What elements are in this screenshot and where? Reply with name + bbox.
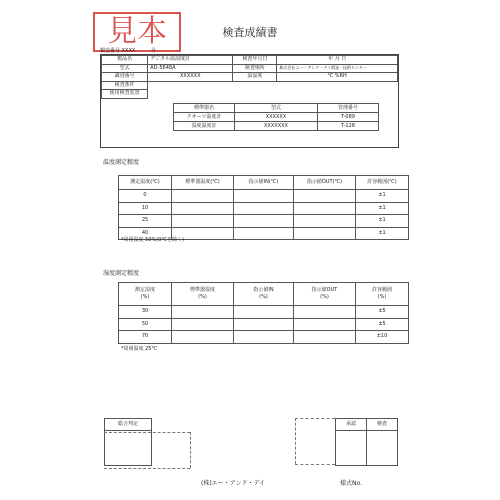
document-title: 検査成績書 <box>222 26 278 39</box>
table-header: 標準器名 <box>174 104 235 113</box>
info-label: 製品名 <box>102 56 148 65</box>
table-cell <box>294 318 356 331</box>
table-header: 標準器湿度 (%) <box>172 283 234 306</box>
table-cell: T-128 <box>318 122 379 131</box>
info-row <box>102 81 398 90</box>
table-cell: 50 <box>119 318 172 331</box>
dashed-line <box>190 432 191 468</box>
info-value: AD-5648A <box>148 64 233 73</box>
table-cell: 70 <box>119 331 172 344</box>
table-cell: 40 <box>119 227 172 240</box>
info-value <box>148 81 398 90</box>
table-cell <box>234 331 294 344</box>
serial-value: XXXX <box>121 48 136 54</box>
table-header: 許容範囲 (%) <box>356 283 409 306</box>
info-label: 検査条件 <box>102 81 148 90</box>
humidity-note: *周囲温度 25℃ <box>121 346 158 352</box>
temperature-section-title: 温度測定精度 <box>103 159 140 166</box>
info-label: 使用検査装置 <box>102 90 148 99</box>
table-cell: ±1 <box>356 215 409 228</box>
table-row <box>119 306 409 319</box>
table-header: 指示値IN (%) <box>234 283 294 306</box>
table-cell <box>172 190 234 203</box>
dashed-line <box>295 418 335 419</box>
table-cell <box>234 227 294 240</box>
table-cell: ±5 <box>356 306 409 319</box>
table-cell <box>294 215 356 228</box>
info-label2: 検査年月日 <box>233 56 277 65</box>
info-row <box>102 73 398 82</box>
approve-label: 承認 <box>336 419 367 431</box>
table-cell <box>234 318 294 331</box>
table-cell: 10 <box>119 202 172 215</box>
dashed-line <box>104 468 190 469</box>
table-cell <box>234 215 294 228</box>
serial-suffix: 号 <box>150 48 156 54</box>
info-label: 型式 <box>102 64 148 73</box>
approval-box <box>335 418 398 466</box>
humidity-table <box>118 282 409 344</box>
dashed-line <box>295 418 296 464</box>
inspect-field <box>367 431 398 466</box>
table-header-row <box>119 176 409 190</box>
info-value2: 株式会社エー・アンド・デイ開発・技術センター <box>277 64 398 73</box>
table-cell: ±10 <box>356 331 409 344</box>
reference-table <box>173 103 379 131</box>
table-row <box>119 318 409 331</box>
table-row <box>119 190 409 203</box>
info-row <box>102 56 398 65</box>
table-cell <box>172 306 234 319</box>
table-row <box>119 202 409 215</box>
table-cell <box>294 306 356 319</box>
table-cell <box>234 190 294 203</box>
temperature-table <box>118 175 409 240</box>
table-header: 指示値OUT(℃) <box>294 176 356 190</box>
info-block <box>100 54 399 148</box>
table-cell <box>172 331 234 344</box>
info-row <box>102 64 398 73</box>
info-label: 識別番号 <box>102 73 148 82</box>
table-header-row <box>174 104 379 113</box>
company-name: (株)エー・アンド・デイ <box>201 480 266 487</box>
table-header-row <box>119 283 409 306</box>
sample-stamp: 見本 <box>93 12 181 52</box>
table-row <box>119 331 409 344</box>
table-header: 型式 <box>235 104 318 113</box>
serial-label: 製造番号 <box>100 48 121 54</box>
table-cell <box>294 227 356 240</box>
table-cell: ±1 <box>356 227 409 240</box>
table-cell: ±5 <box>356 318 409 331</box>
table-cell <box>234 306 294 319</box>
info-value2: 年 月 日 <box>277 56 398 65</box>
judgement-field-row <box>105 431 152 466</box>
table-row <box>174 122 379 131</box>
info-label2: 検査場所 <box>233 64 277 73</box>
approval-field-row <box>336 431 398 466</box>
info-value2: ℃ %RH <box>277 73 398 82</box>
table-cell: 30 <box>119 306 172 319</box>
table-cell <box>294 331 356 344</box>
table-cell <box>172 215 234 228</box>
info-row <box>102 90 398 99</box>
table-cell <box>294 202 356 215</box>
judgement-header-row <box>105 419 152 431</box>
table-header: 測定湿度 (%) <box>119 283 172 306</box>
table-cell: T-089 <box>318 113 379 122</box>
humidity-section-title: 湿度測定精度 <box>103 270 140 277</box>
table-row <box>174 113 379 122</box>
table-header: 指示値OUT (%) <box>294 283 356 306</box>
temperature-note: *周囲湿度 50%(0℃を除く) <box>121 237 184 243</box>
table-cell: ±1 <box>356 190 409 203</box>
table-cell: ±1 <box>356 202 409 215</box>
judgement-box <box>104 418 152 466</box>
table-cell: XXXXXXX <box>235 122 318 131</box>
table-cell <box>172 318 234 331</box>
table-cell: クオーツ温度計 <box>174 113 235 122</box>
table-cell <box>234 202 294 215</box>
judgement-field <box>105 431 152 466</box>
info-value: デジタル温湿度計 <box>148 56 233 65</box>
serial-number-line <box>100 47 156 54</box>
judgement-label: 総合判定 <box>105 419 152 431</box>
info-table <box>101 55 398 99</box>
table-cell: 0 <box>119 190 172 203</box>
info-value: XXXXXX <box>148 73 233 82</box>
dashed-line <box>295 464 335 465</box>
table-header: 管理番号 <box>318 104 379 113</box>
table-cell: 25 <box>119 215 172 228</box>
table-header: 標準器温度(℃) <box>172 176 234 190</box>
table-cell <box>172 202 234 215</box>
dashed-line <box>104 432 190 433</box>
info-label2: 温湿度 <box>233 73 277 82</box>
table-cell: 湿度温度計 <box>174 122 235 131</box>
approval-header-row <box>336 419 398 431</box>
table-cell: XXXXXX <box>235 113 318 122</box>
table-cell <box>294 190 356 203</box>
table-header: 許容範囲(℃) <box>356 176 409 190</box>
form-number: 様式No. <box>340 480 362 487</box>
inspect-label: 検査 <box>367 419 398 431</box>
table-header: 測定温度(℃) <box>119 176 172 190</box>
approve-field <box>336 431 367 466</box>
info-value <box>148 90 398 99</box>
table-header: 指示値IN(℃) <box>234 176 294 190</box>
table-row <box>119 215 409 228</box>
